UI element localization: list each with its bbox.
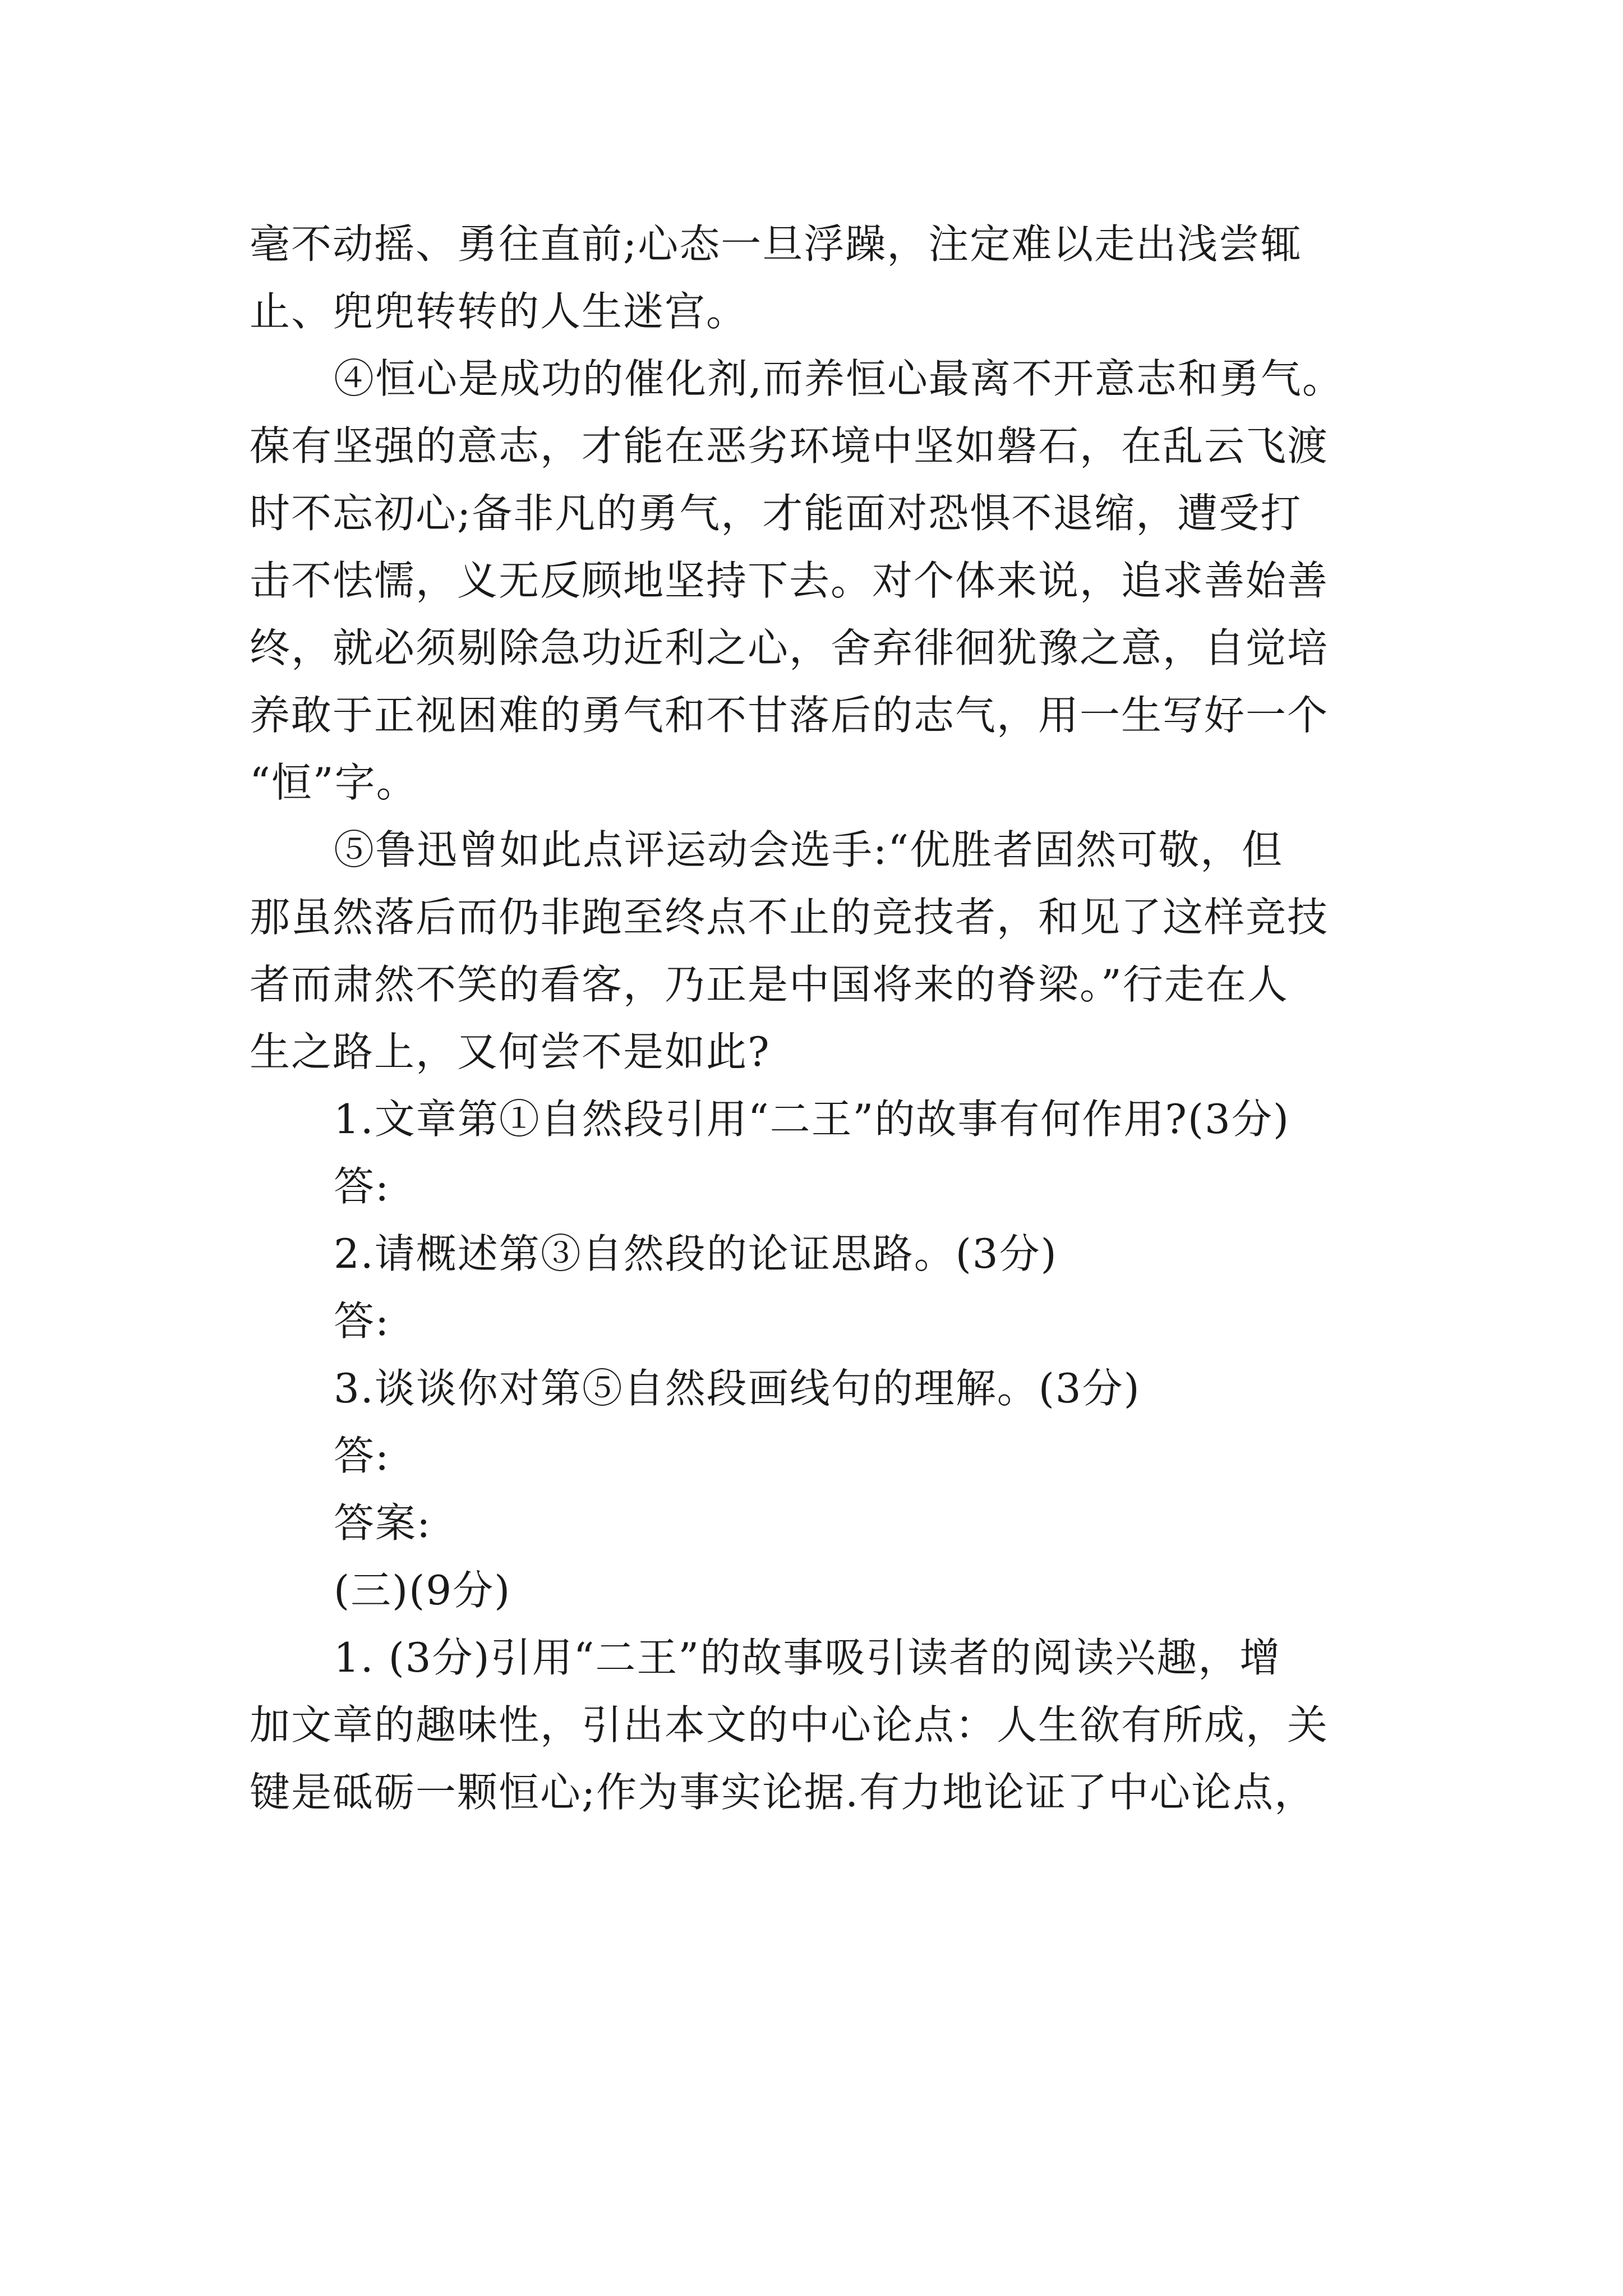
answers-heading: 答案: xyxy=(334,1499,432,1547)
text-line: 加文章的趣味性，引出本文的中心论点：人生欲有所成，关 xyxy=(250,1701,1329,1749)
paragraph-5-first-line: ⑤鲁迅曾如此点评运动会选手:“优胜者固然可敬，但 xyxy=(334,826,1284,873)
answer-label: 答: xyxy=(334,1297,390,1345)
text-line: “恒”字。 xyxy=(250,759,418,806)
text-line: 生之路上，又何尝不是如此? xyxy=(250,1028,771,1075)
text-line: 葆有坚强的意志，才能在恶劣环境中坚如磐石，在乱云飞渡 xyxy=(250,422,1329,470)
answers-section: (三)(9分) xyxy=(334,1567,511,1614)
text-line: 时不忘初心;备非凡的勇气，才能面对恐惧不退缩，遭受打 xyxy=(250,490,1302,537)
question-2: 2.请概述第③自然段的论证思路。(3分) xyxy=(334,1230,1058,1277)
text-line: 止、兜兜转转的人生迷宫。 xyxy=(250,288,748,335)
text-line: 毫不动摇、勇往直前;心态一旦浮躁，注定难以走出浅尝辄 xyxy=(250,220,1302,268)
text-line: 养敢于正视困难的勇气和不甘落后的志气，用一生写好一个 xyxy=(250,692,1329,739)
answer-label: 答: xyxy=(334,1432,390,1479)
question-1: 1.文章第①自然段引用“二王”的故事有何作用?(3分) xyxy=(334,1096,1290,1143)
text-line: 终，就必须剔除急功近利之心，舍弃徘徊犹豫之意，自觉培 xyxy=(250,624,1329,671)
question-3: 3.谈谈你对第⑤自然段画线句的理解。(3分) xyxy=(334,1365,1141,1412)
answer-label: 答: xyxy=(334,1163,390,1210)
text-line: 键是砥砺一颗恒心;作为事实论据.有力地论证了中心论点， xyxy=(250,1769,1316,1816)
text-line: 那虽然落后而仍非跑至终点不止的竞技者，和见了这样竞技 xyxy=(250,894,1329,941)
paragraph-4-first-line: ④恒心是成功的催化剂,而养恒心最离不开意志和勇气。 xyxy=(334,355,1344,402)
answer-1-first-line: 1. (3分)引用“二王”的故事吸引读者的阅读兴趣，增 xyxy=(334,1634,1281,1681)
text-line: 击不怯懦，义无反顾地坚持下去。对个体来说，追求善始善 xyxy=(250,557,1329,604)
text-line: 者而肃然不笑的看客，乃正是中国将来的脊梁。”行走在人 xyxy=(250,961,1289,1008)
